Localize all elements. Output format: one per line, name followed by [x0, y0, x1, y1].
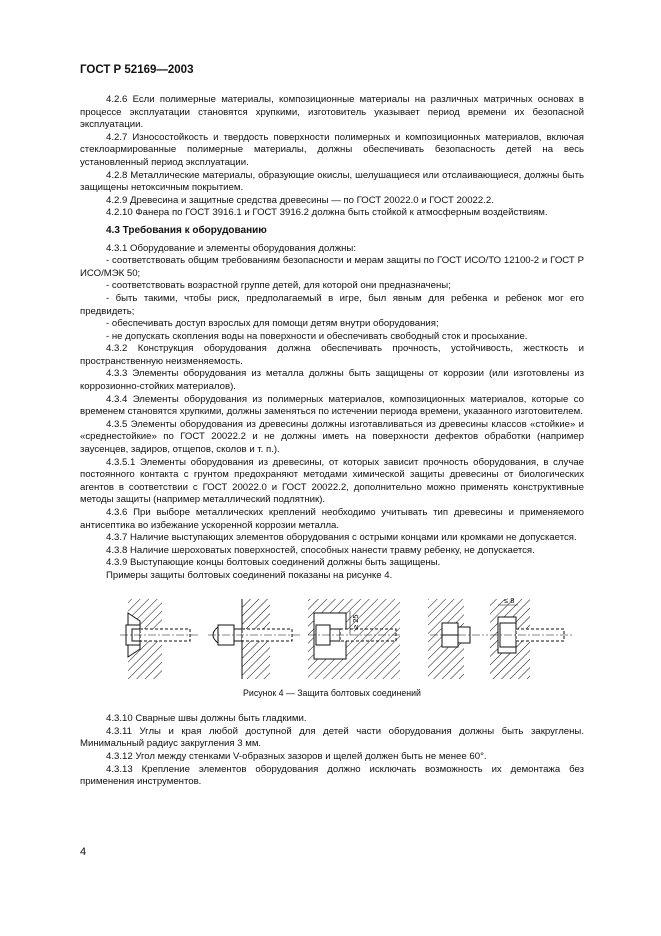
clause-4-3-10: 4.3.10 Сварные швы должны быть гладкими.	[106, 713, 307, 725]
clause-4-3-5-1: 4.3.5.1 Элементы оборудования из древесины, от которых зависит прочность оборудования, в случае постоянного контакта с грунтом предохраняют методами химической защиты древесины от биологических агентов в соответствии с ГОСТ 20022.0 и ГОСТ 20022.2, дополнительно можно применять конструктивные методы защиты (например металлический подлятник).	[80, 456, 584, 506]
clause-4-2-10: 4.2.10 Фанера по ГОСТ 3916.1 и ГОСТ 3916.2 должна быть стойкой к атмосферным воздействиям.	[106, 207, 548, 219]
dim-label-1: ≥ 25	[351, 614, 360, 629]
list-item: - обеспечивать доступ взрослых для помощи детям внутри оборудования;	[106, 318, 439, 330]
clause-4-2-8: 4.2.8 Металлические материалы, образующие окислы, шелушащиеся или отслаивающиеся, должны быть защищены нетоксичным покрытием.	[80, 169, 584, 194]
clause-4-3-5: 4.3.5 Элементы оборудования из древесины должны изготавливаться из древесины классов «стойкие» и «среднестойкие» по ГОСТ 20022.2 и не должны иметь на поверхности дефектов обработки (например заусенцев, задиров, отщепов, сколов и т. п.).	[80, 418, 584, 456]
clause-4-3-11: 4.3.11 Углы и края любой доступной для детей части оборудования должны быть закруглены. Минимальный радиус закругления 3 мм.	[80, 725, 584, 750]
figure-intro: Примеры защиты болтовых соединений показаны на рисунке 4.	[106, 569, 393, 581]
figure-caption: Рисунок 4 — Защита болтовых соединений	[243, 687, 421, 698]
bolt-example-3	[308, 599, 400, 679]
dim-label-2: ≤ 8	[504, 595, 515, 605]
list-item: - не допускать скопления воды на поверхности и обеспечивать свободный сток и просыхание.	[106, 330, 528, 342]
section-title: 4.3 Требования к оборудованию	[106, 224, 267, 236]
bolt-example-1	[120, 599, 198, 679]
list-item: - соответствовать возрастной группе детей, для которой они предназначены;	[106, 280, 451, 292]
list-item: - соответствовать общим требованиям безопасности и мерам защиты по ГОСТ ИСО/ТО 12100-2 и ГОСТ Р ИСО/МЭК 50;	[80, 255, 584, 279]
clause-4-3-2: 4.3.2 Конструкция оборудования должна обеспечивать прочность, устойчивость, жесткость и пространственную неизменяемость.	[80, 343, 584, 367]
document-header: ГОСТ Р 52169—2003	[80, 64, 194, 76]
figure-4	[80, 591, 584, 681]
clause-4-3-6: 4.3.6 При выборе металлических креплений необходимо учитывать тип древесины и применяемого антисептика во избежание ускоренной коррозии металла.	[80, 507, 584, 531]
bolt-protection-drawing	[80, 591, 584, 681]
clause-4-2-7: 4.2.7 Износостойкость и твердость поверхности полимерных и композиционных материалов, включая стеклоармированные полимерные материалы, должны обеспечивать безопасность детей на весь установленный период эксплуатации.	[80, 131, 584, 168]
page-number: 4	[80, 846, 87, 858]
list-item: - быть такими, чтобы риск, предполагаемый в игре, был явным для ребенка и ребенок мог его предвидеть;	[80, 292, 584, 317]
clause-4-3-4: 4.3.4 Элементы оборудования из полимерных материалов, композиционных материалов, которые со временем становятся хрупкими, должны заменяться по истечении периода времени, указанного изготовителем.	[80, 393, 584, 418]
clause-4-3-1: 4.3.1 Оборудование и элементы оборудования должны:	[106, 242, 356, 254]
clause-4-3-7: 4.3.7 Наличие выступающих элементов оборудования с острыми концами или кромками не допускается.	[106, 532, 577, 544]
clause-4-3-8: 4.3.8 Наличие шероховатых поверхностей, способных нанести травму ребенку, не допускается.	[106, 544, 535, 556]
clause-4-3-9: 4.3.9 Выступающие концы болтовых соединений должны быть защищены.	[106, 557, 441, 569]
clause-4-2-6: 4.2.6 Если полимерные материалы, композиционные материалы на различных матричных основах в процессе эксплуатации становятся хрупкими, изготовитель указывает период времени их безопасной эксплуатации.	[80, 94, 584, 131]
clause-4-3-13: 4.3.13 Крепление элементов оборудования должно исключать возможность их демонтажа без применения инструментов.	[80, 763, 584, 788]
bolt-example-2	[208, 599, 300, 679]
clause-4-2-9: 4.2.9 Древесина и защитные средства древесины — по ГОСТ 20022.0 и ГОСТ 20022.2.	[106, 194, 494, 206]
bolt-example-4	[428, 599, 488, 679]
page-content	[80, 94, 584, 789]
clause-4-3-12: 4.3.12 Угол между стенками V-образных зазоров и щелей должен быть не менее 60°.	[106, 750, 487, 762]
clause-4-3-3: 4.3.3 Элементы оборудования из металла должны быть защищены от коррозии (или изготовлены из коррозионно-стойких материалов).	[80, 368, 584, 393]
bolt-example-5	[490, 596, 572, 679]
